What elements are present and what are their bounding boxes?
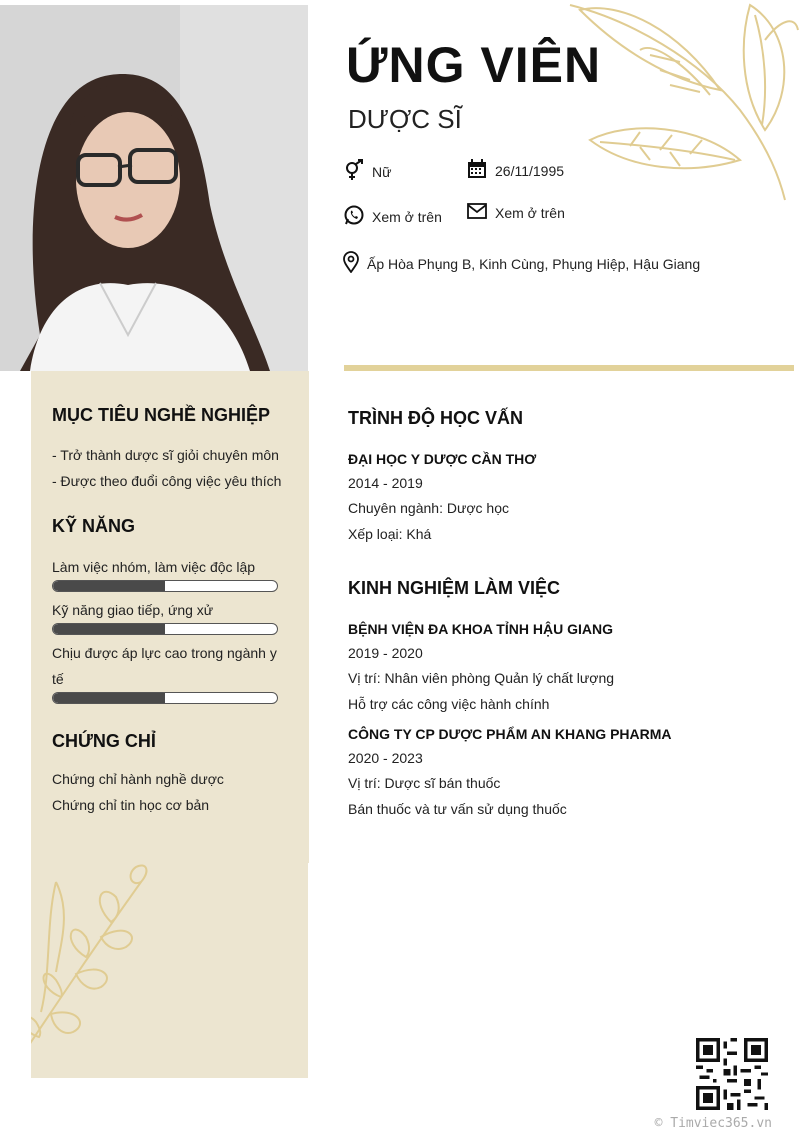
job-years: 2020 - 2023 — [348, 750, 423, 766]
address-text: Ấp Hòa Phụng B, Kinh Cùng, Phụng Hiệp, Hậu Giang — [367, 255, 701, 272]
objective-item-2: - Được theo đuổi công việc yêu thích — [52, 473, 282, 489]
watermark: © Timviec365.vn — [654, 1116, 772, 1131]
whatsapp-icon — [344, 205, 364, 228]
skill-bar — [52, 580, 278, 592]
skills-title: KỸ NĂNG — [52, 516, 136, 536]
education-school: ĐẠI HỌC Y DƯỢC CẦN THƠ — [348, 451, 537, 467]
job-position: Vị trí: Nhân viên phòng Quản lý chất lượng — [348, 670, 615, 686]
job-position: Vị trí: Dược sĩ bán thuốc — [348, 775, 501, 791]
email-text: Xem ở trên — [495, 204, 565, 221]
leaf-decoration-top — [540, 0, 800, 210]
skill-bar-fill — [53, 581, 165, 591]
job-company: BỆNH VIỆN ĐA KHOA TỈNH HẬU GIANG — [348, 621, 613, 637]
left-panel-bottom — [31, 862, 308, 1078]
location-icon — [343, 251, 359, 276]
skill-label: Chịu được áp lực cao trong ngành y tế — [52, 645, 277, 687]
education-years: 2014 - 2019 — [348, 475, 423, 491]
header-divider — [344, 365, 794, 371]
education-title: TRÌNH ĐỘ HỌC VẤN — [348, 408, 523, 428]
phone-text: Xem ở trên — [372, 208, 442, 225]
candidate-name: ỨNG VIÊN — [346, 37, 602, 93]
calendar-icon — [467, 159, 487, 182]
skill-bar — [52, 692, 278, 704]
skill-label: Làm việc nhóm, làm việc độc lập — [52, 559, 256, 575]
gender-info — [344, 159, 391, 184]
birthday-info — [467, 159, 564, 182]
candidate-role: DƯỢC SĨ — [348, 104, 462, 134]
certificate-item: Chứng chỉ tin học cơ bản — [52, 797, 210, 813]
education-grade: Xếp loại: Khá — [348, 526, 432, 542]
job-years: 2019 - 2020 — [348, 645, 423, 661]
skill-label: Kỹ năng giao tiếp, ứng xử — [52, 602, 214, 618]
leaf-decoration-bottom — [31, 862, 308, 1078]
birthday-text: 26/11/1995 — [495, 162, 565, 179]
skill-bar-fill — [53, 624, 165, 634]
experience-title: KINH NGHIỆM LÀM VIỆC — [348, 578, 561, 598]
education-major: Chuyên ngành: Dược học — [348, 500, 509, 516]
job-description: Bán thuốc và tư vấn sử dụng thuốc — [348, 801, 567, 817]
skill-bar — [52, 623, 278, 635]
certificates-title: CHỨNG CHỈ — [52, 731, 156, 751]
phone-info — [344, 205, 442, 228]
address-info — [343, 251, 700, 276]
objective-title: MỤC TIÊU NGHỀ NGHIỆP — [52, 405, 271, 425]
mail-icon — [467, 203, 487, 222]
profile-photo — [0, 5, 308, 371]
qr-code — [696, 1038, 768, 1110]
email-info — [467, 203, 565, 222]
job-description: Hỗ trợ các công việc hành chính — [348, 696, 550, 712]
job-company: CÔNG TY CP DƯỢC PHẨM AN KHANG PHARMA — [348, 726, 672, 742]
objective-item-1: - Trở thành dược sĩ giỏi chuyên môn — [52, 447, 279, 463]
gender-icon — [344, 159, 364, 184]
skill-bar-fill — [53, 693, 165, 703]
gender-text: Nữ — [372, 163, 392, 180]
certificate-item: Chứng chỉ hành nghề dược — [52, 771, 224, 787]
